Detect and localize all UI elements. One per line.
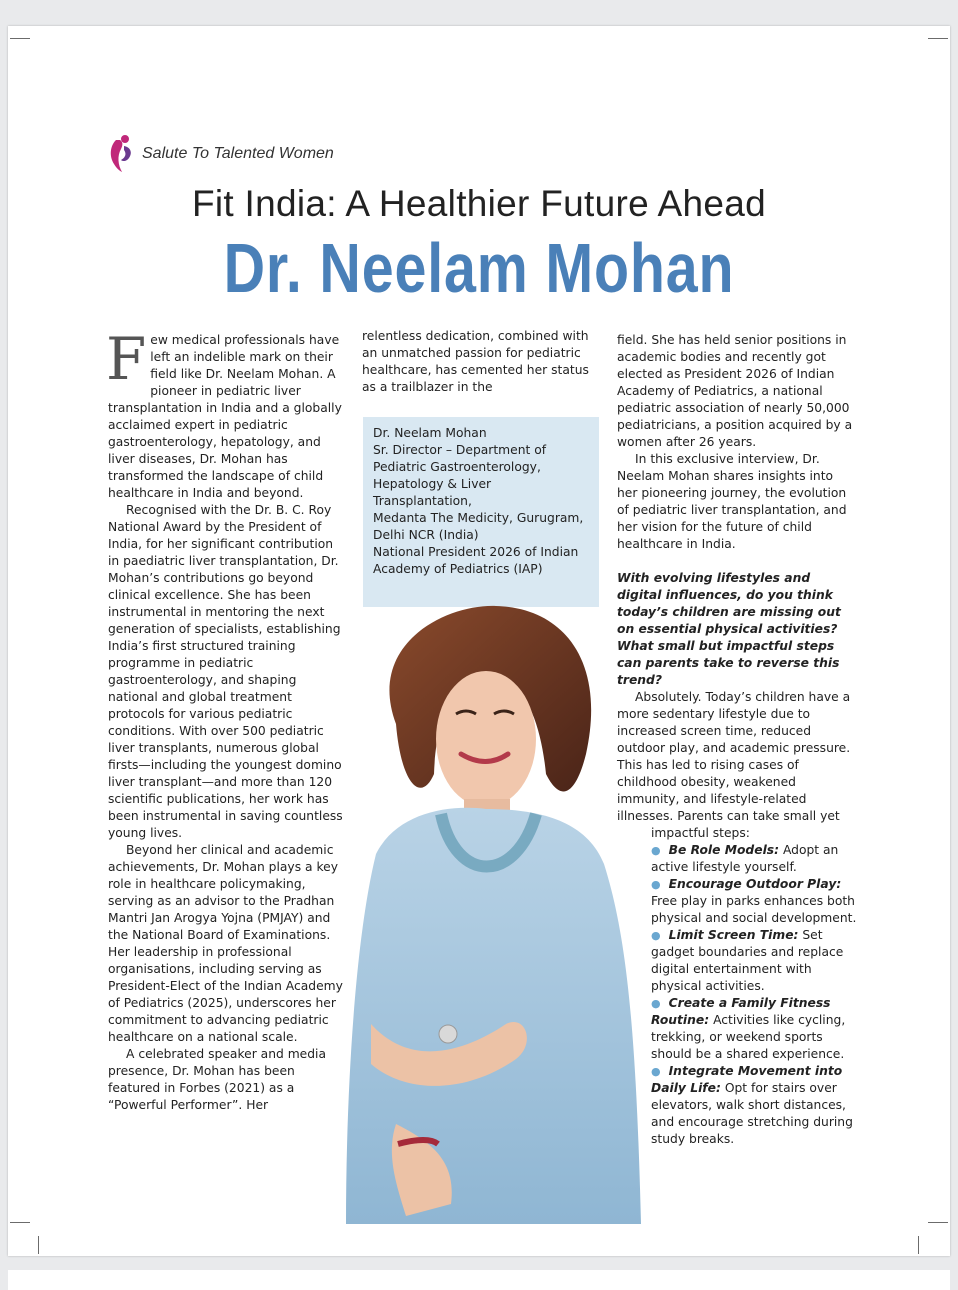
woman-silhouette-logo-icon [106, 132, 136, 177]
list-item [651, 927, 857, 995]
tip-label: Integrate Movement into Daily Life: [651, 1064, 843, 1095]
profile-position: Sr. Director – Department of Pediatric Gastroenterology, Hepatology & Liver Transplantation, [373, 443, 547, 508]
spacer [617, 553, 857, 570]
paragraph: In this exclusive interview, Dr. Neelam Mohan shares insights into her pioneering journey, the evolution of pediatric liver transplantation, and her vision for the future of child healthcare in India. [617, 452, 847, 551]
profile-hospital: Medanta The Medicity, Gurugram, Delhi NCR (India) [373, 511, 584, 542]
paragraph: field. She has held senior positions in academic bodies and recently got elected as President 2026 of Indian Academy of Pediatrics, a national pediatric association of nearly 50,000 pediatricians, a position acquired by a women after 26 years. [617, 333, 853, 449]
article-column-3 [617, 332, 857, 1148]
crop-mark [918, 1236, 919, 1254]
article-column-2 [362, 328, 594, 396]
paragraph-text: ew medical professionals have left an indelible mark on their field like Dr. Neelam Mohan. A pioneer in pediatric liver transplantation in India and a globally acclaimed expert in pediatric gastroenterology, hepatology, and liver diseases, Dr. Mohan has transformed the landscape of child healthcare in India and beyond. [108, 333, 342, 500]
crop-mark [38, 1236, 39, 1254]
profile-name: Dr. Neelam Mohan [373, 426, 487, 440]
tip-label: Create a Family Fitness Routine: [651, 996, 831, 1027]
interview-question: With evolving lifestyles and digital influences, do you think today’s children are missing out on essential physical activities? What small but impactful steps can parents take to reverse this trend? [617, 571, 841, 687]
list-item [651, 842, 857, 876]
bullet-icon: ● [651, 997, 661, 1010]
crop-mark [10, 1222, 30, 1223]
profile-title: National President 2026 of Indian Academy of Pediatrics (IAP) [373, 545, 579, 576]
brand [106, 134, 334, 174]
profile-info-box [363, 417, 599, 607]
list-item [651, 876, 857, 927]
next-page-edge [8, 1270, 950, 1290]
answer-tail: impactful steps: [651, 826, 750, 840]
paragraph: Recognised with the Dr. B. C. Roy National Award by the President of India, for her significant contribution in paediatric liver transplantation, Dr. Mohan’s contributions go beyond clinical excellence. She has been instrumental in mentoring the next generation of specialists, establishing India’s first structured training programme in pediatric gastroenterology, and shaping national and global treatment protocols for various pediatric conditions. With over 500 pediatric liver transplants, numerous global firsts—including the youngest domino liver transplant—and more than 120 scientific publications, her work has been instrumental in saving countless young lives. [108, 503, 343, 840]
list-item [651, 995, 857, 1063]
paragraph: A celebrated speaker and media presence, Dr. Mohan has been featured in Forbes (2021) as a “Powerful Performer”. Her [108, 1047, 326, 1112]
tip-text: Opt for stairs over elevators, walk short distances, and encourage stretching during study breaks. [651, 1081, 853, 1146]
article-headline: Fit India: A Healthier Future Ahead [191, 183, 767, 224]
crop-mark [928, 38, 948, 39]
bullet-icon: ● [651, 1065, 661, 1078]
tips-list [617, 842, 857, 1148]
article-column-1 [106, 325, 344, 1114]
portrait-photo [336, 604, 648, 1228]
tip-label: Limit Screen Time: [668, 928, 799, 942]
paragraph: Beyond her clinical and academic achievements, Dr. Mohan plays a key role in healthcare policymaking, serving as an advisor to the Pradhan Mantri Jan Arogya Yojna (PMJAY) and the National Board of Examinations. Her leadership in professional organisations, including serving as President-Elect of the Indian Academy of Pediatrics (2025), underscores her commitment to advancing pediatric healthcare on a national scale. [108, 843, 343, 1044]
brand-tagline: Salute To Talented Women [142, 145, 334, 162]
list-item [651, 1063, 857, 1148]
crop-mark [928, 1222, 948, 1223]
drop-cap: F [106, 325, 147, 393]
paragraph [106, 325, 344, 502]
tip-label: Be Role Models: [668, 843, 780, 857]
bullet-icon: ● [651, 878, 661, 891]
tip-text: Adopt an active lifestyle yourself. [651, 843, 839, 874]
bullet-icon: ● [651, 844, 661, 857]
tip-label: Encourage Outdoor Play: [668, 877, 842, 891]
tip-text: Free play in parks enhances both physical and social development. [651, 894, 857, 925]
interview-answer: Absolutely. Today’s children have a more sedentary lifestyle due to increased screen time, reduced outdoor play, and academic pressure. This has led to rising cases of childhood obesity, weakened immunity, and lifestyle-related illnesses. Parents can take small yet [617, 690, 851, 823]
bullet-icon: ● [651, 929, 661, 942]
article-subject-name: Dr. Neelam Mohan [223, 229, 735, 307]
paragraph: relentless dedication, combined with an unmatched passion for pediatric healthcare, has cemented her status as a trailblazer in the [362, 329, 589, 394]
crop-mark [10, 38, 30, 39]
tip-text: Set gadget boundaries and replace digital entertainment with physical activities. [651, 928, 844, 993]
tip-text: Activities like cycling, trekking, or weekend sports should be a shared experience. [651, 1013, 846, 1061]
